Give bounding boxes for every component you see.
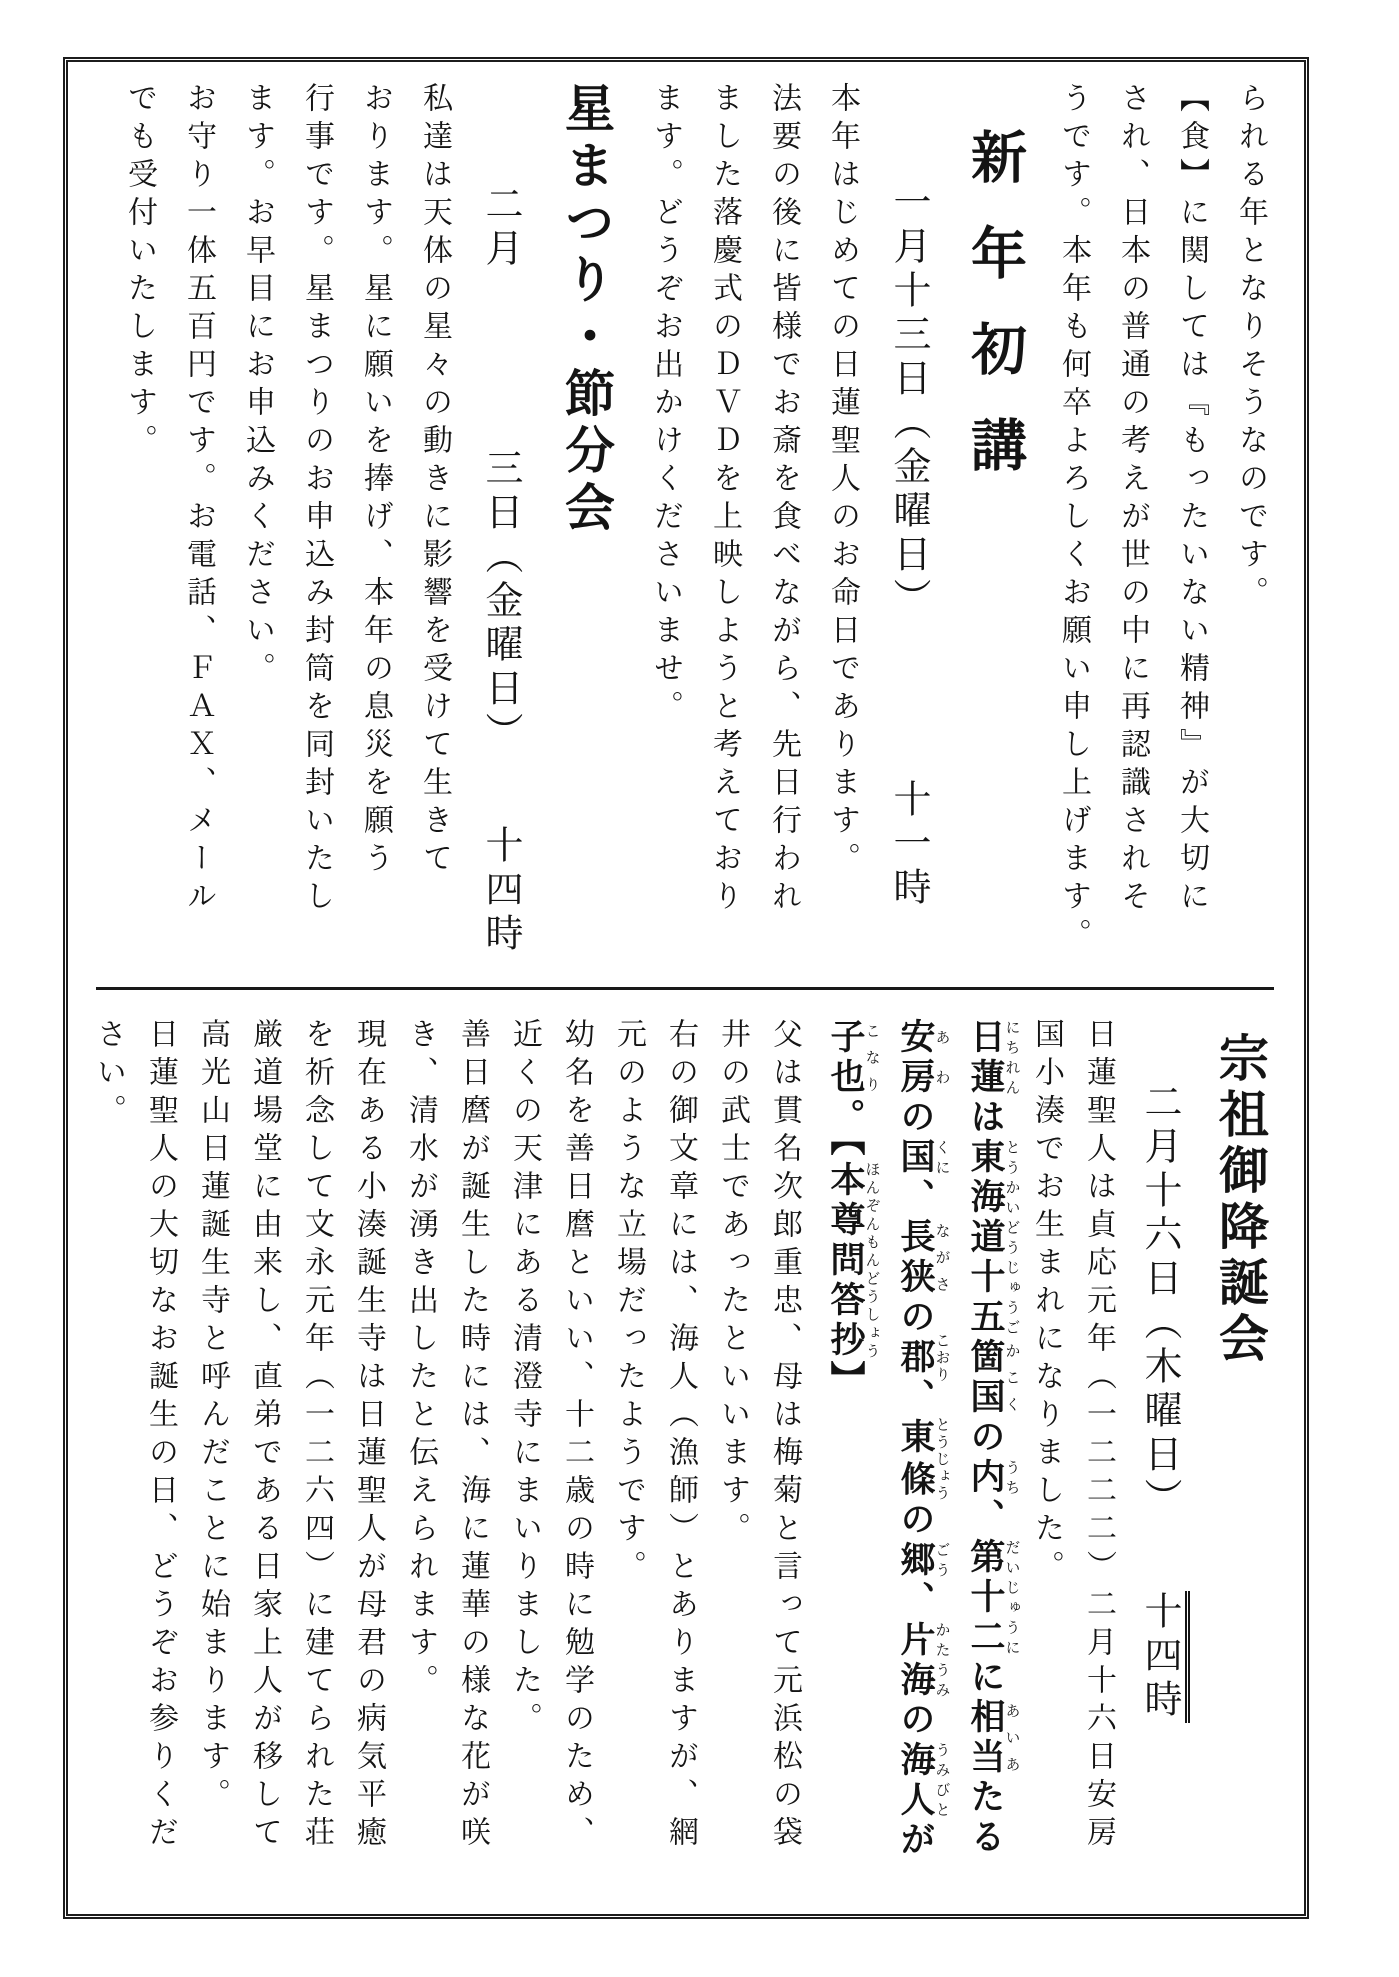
- body-line: 国小湊でお生まれになりました。: [1030, 1018, 1063, 1588]
- star-festival-date: 二月 三日（金曜日） 十四時: [479, 184, 521, 957]
- bottom-section: [68, 990, 1304, 1914]
- body-line: ました落慶式のＤＶＤを上映しようと考えており: [708, 82, 741, 918]
- new-year-lecture-heading: 新年初講: [963, 128, 1025, 512]
- body-line: 日蓮聖人の大切なお誕生の日、どうぞお参りくだ: [144, 1018, 177, 1854]
- top-section: [68, 62, 1304, 987]
- new-year-lecture-date: 一月十三日（金曜日） 十一時: [887, 182, 929, 911]
- body-line: 私達は天体の星々の動きに影響を受けて生きて: [418, 82, 451, 880]
- intro-line: うです。本年も何卒よろしくお願い申し上げます。: [1057, 82, 1090, 956]
- quote-line: 子也こなり。【本尊問答抄ほんぞんもんどうしょう】: [826, 1018, 880, 1401]
- intro-line: られる年となりそうなのです。: [1234, 82, 1267, 614]
- founder-birthday-heading: 宗祖御降誕会: [1212, 1032, 1268, 1368]
- body-line: を祈念して文永元年（一二六四）に建てられた荘: [300, 1018, 333, 1854]
- body-line: 日蓮聖人は貞応元年（一二二二）二月十六日安房: [1082, 1018, 1115, 1854]
- founder-birthday-date: [1124, 1018, 1194, 1914]
- body-line: でも受付いたします。: [123, 82, 156, 462]
- quote-line: 日蓮にちれんは東海道十五とうかいどうじゅうご箇国かこくの内うち、第十二だいじゅうにに相当あいあたる: [966, 1018, 1020, 1858]
- body-line: 善日麿が誕生した時には、海に蓮華の様な花が咲: [456, 1018, 489, 1854]
- body-line: ます。どうぞお出かけくださいませ。: [649, 82, 682, 728]
- intro-line: 【食】に関しては『もったいない精神』が大切に: [1175, 82, 1208, 918]
- page-frame: [63, 57, 1309, 1919]
- star-festival-heading: 星まつり・節分会: [558, 82, 614, 538]
- body-line: 父は貫名次郎重忠、母は梅菊と言って元浜松の袋: [768, 1018, 801, 1854]
- body-line: 元のような立場だったようです。: [612, 1018, 645, 1588]
- body-line: さい。: [92, 1018, 125, 1132]
- body-line: 幼名を善日麿といい、十二歳の時に勉学のため、: [560, 1018, 593, 1854]
- date-text: 二月十六日（木曜日）: [1138, 1082, 1180, 1591]
- body-line: お守り一体五百円です。お電話、ＦＡＸ、メール: [182, 82, 215, 918]
- body-line: 近くの天津にある清澄寺にまいりました。: [508, 1018, 541, 1740]
- body-line: 右の御文章には、海人（漁師）とありますが、網: [664, 1018, 697, 1854]
- body-line: 現在ある小湊誕生寺は日蓮聖人が母君の病気平癒: [352, 1018, 385, 1854]
- body-line: 法要の後に皆様でお斎を食べながら、先日行われ: [767, 82, 800, 918]
- body-line: 厳道場堂に由来し、直弟である日家上人が移して: [248, 1018, 281, 1854]
- body-line: おります。星に願いを捧げ、本年の息災を願う: [359, 82, 392, 880]
- intro-line: され、日本の普通の考えが世の中に再認識されそ: [1116, 82, 1149, 918]
- body-line: 本年はじめての日蓮聖人のお命日であります。: [826, 82, 859, 880]
- quote-line: 安房あわの国くに、長狭ながさの郡こおり、東條とうじょうの郷ごう、片海かたうみの海人うみびとが: [896, 1018, 950, 1861]
- time-emphasis: 十四時: [1138, 1591, 1190, 1723]
- body-line: き、清水が湧き出したと伝えられます。: [404, 1018, 437, 1702]
- body-line: 井の武士であったといいます。: [716, 1018, 749, 1550]
- body-line: 行事です。星まつりのお申込み封筒を同封いたし: [300, 82, 333, 918]
- body-line: 高光山日蓮誕生寺と呼んだことに始まります。: [196, 1018, 229, 1816]
- body-line: ます。お早目にお申込みください。: [241, 82, 274, 690]
